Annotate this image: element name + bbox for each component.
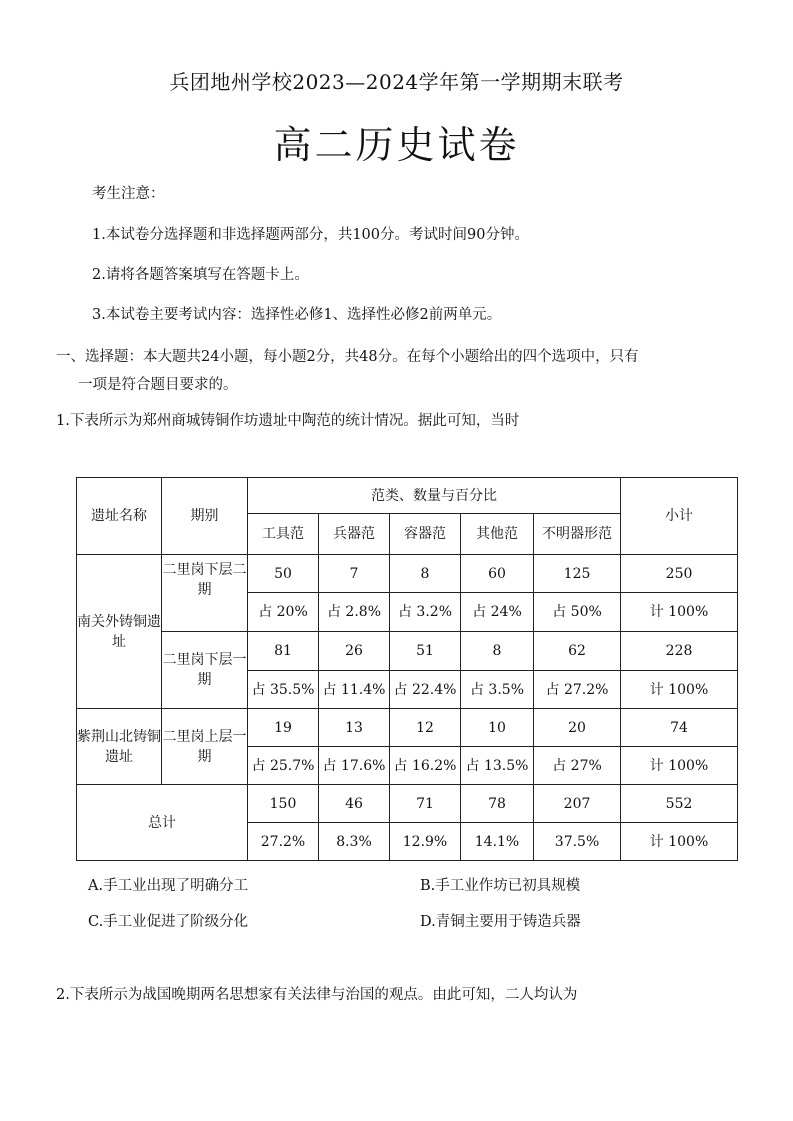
count-cell: 8 bbox=[461, 632, 534, 671]
percent-cell: 占 27.2% bbox=[534, 671, 621, 709]
period-cell: 二里岗下层二期 bbox=[162, 555, 248, 632]
exam-header: 兵团地州学校2023—2024学年第一学期期末联考 bbox=[169, 70, 624, 94]
option-d: D.青铜主要用于铸造兵器 bbox=[420, 914, 581, 930]
percent-cell: 占 24% bbox=[461, 593, 534, 632]
total-percent-cell: 8.3% bbox=[319, 823, 390, 861]
count-cell: 50 bbox=[248, 555, 319, 593]
percent-cell: 占 13.5% bbox=[461, 747, 534, 785]
percent-cell: 占 22.4% bbox=[390, 671, 461, 709]
count-cell: 12 bbox=[390, 709, 461, 747]
col-header: 兵器范 bbox=[319, 514, 390, 555]
percent-cell: 占 50% bbox=[534, 593, 621, 632]
total-percent-cell: 计 100% bbox=[621, 823, 738, 861]
percent-cell: 计 100% bbox=[621, 593, 738, 632]
total-percent-cell: 12.9% bbox=[390, 823, 461, 861]
count-cell: 60 bbox=[461, 555, 534, 593]
notice-item: 3.本试卷主要考试内容：选择性必修1、选择性必修2前两单元。 bbox=[92, 307, 502, 323]
header-site: 遗址名称 bbox=[77, 478, 162, 555]
period-cell: 二里岗上层一期 bbox=[162, 709, 248, 785]
percent-cell: 占 3.5% bbox=[461, 671, 534, 709]
total-count-cell: 46 bbox=[319, 785, 390, 823]
count-cell: 10 bbox=[461, 709, 534, 747]
count-cell: 26 bbox=[319, 632, 390, 671]
question-2-stem: 2.下表所示为战国晚期两名思想家有关法律与治国的观点。由此可知，二人均认为 bbox=[56, 987, 578, 1003]
option-b: B.手工业作坊已初具规模 bbox=[420, 878, 581, 894]
percent-cell: 占 16.2% bbox=[390, 747, 461, 785]
subtotal-cell: 74 bbox=[621, 709, 738, 747]
period-cell: 二里岗下层一期 bbox=[162, 632, 248, 709]
notice-item: 1.本试卷分选择题和非选择题两部分，共100分。考试时间90分钟。 bbox=[92, 227, 529, 243]
site-cell: 紫荆山北铸铜遗址 bbox=[77, 709, 162, 785]
percent-cell: 计 100% bbox=[621, 671, 738, 709]
notice-heading: 考生注意： bbox=[92, 186, 165, 202]
count-cell: 13 bbox=[319, 709, 390, 747]
total-count-cell: 150 bbox=[248, 785, 319, 823]
percent-cell: 占 3.2% bbox=[390, 593, 461, 632]
site-cell: 南关外铸铜遗址 bbox=[77, 555, 162, 709]
percent-cell: 计 100% bbox=[621, 747, 738, 785]
percent-cell: 占 35.5% bbox=[248, 671, 319, 709]
total-percent-cell: 37.5% bbox=[534, 823, 621, 861]
percent-cell: 占 27% bbox=[534, 747, 621, 785]
header-subtotal: 小计 bbox=[621, 478, 738, 555]
notice-item: 2.请将各题答案填写在答题卡上。 bbox=[92, 267, 309, 283]
header-group: 范类、数量与百分比 bbox=[248, 478, 621, 514]
count-cell: 51 bbox=[390, 632, 461, 671]
total-count-cell: 78 bbox=[461, 785, 534, 823]
percent-cell: 占 11.4% bbox=[319, 671, 390, 709]
percent-cell: 占 25.7% bbox=[248, 747, 319, 785]
count-cell: 125 bbox=[534, 555, 621, 593]
percent-cell: 占 17.6% bbox=[319, 747, 390, 785]
col-header: 容器范 bbox=[390, 514, 461, 555]
pottery-mold-table bbox=[76, 477, 738, 861]
total-count-cell: 71 bbox=[390, 785, 461, 823]
exam-title: 高二历史试卷 bbox=[273, 123, 520, 167]
total-percent-cell: 27.2% bbox=[248, 823, 319, 861]
question-1-stem: 1.下表所示为郑州商城铸铜作坊遗址中陶范的统计情况。据此可知，当时 bbox=[56, 413, 520, 429]
count-cell: 7 bbox=[319, 555, 390, 593]
subtotal-cell: 250 bbox=[621, 555, 738, 593]
option-a: A.手工业出现了明确分工 bbox=[88, 878, 249, 894]
option-c: C.手工业促进了阶级分化 bbox=[88, 914, 249, 930]
section-instructions-cont: 一项是符合题目要求的。 bbox=[78, 377, 238, 393]
section-instructions: 一、选择题：本大题共24小题，每小题2分，共48分。在每个小题给出的四个选项中，只有 bbox=[56, 349, 639, 365]
col-header: 不明器形范 bbox=[534, 514, 621, 555]
count-cell: 81 bbox=[248, 632, 319, 671]
col-header: 其他范 bbox=[461, 514, 534, 555]
percent-cell: 占 20% bbox=[248, 593, 319, 632]
percent-cell: 占 2.8% bbox=[319, 593, 390, 632]
total-count-cell: 207 bbox=[534, 785, 621, 823]
col-header: 工具范 bbox=[248, 514, 319, 555]
subtotal-cell: 228 bbox=[621, 632, 738, 671]
total-count-cell: 552 bbox=[621, 785, 738, 823]
count-cell: 19 bbox=[248, 709, 319, 747]
total-label-cell: 总计 bbox=[77, 785, 248, 861]
count-cell: 20 bbox=[534, 709, 621, 747]
header-period: 期别 bbox=[162, 478, 248, 555]
count-cell: 62 bbox=[534, 632, 621, 671]
count-cell: 8 bbox=[390, 555, 461, 593]
total-percent-cell: 14.1% bbox=[461, 823, 534, 861]
